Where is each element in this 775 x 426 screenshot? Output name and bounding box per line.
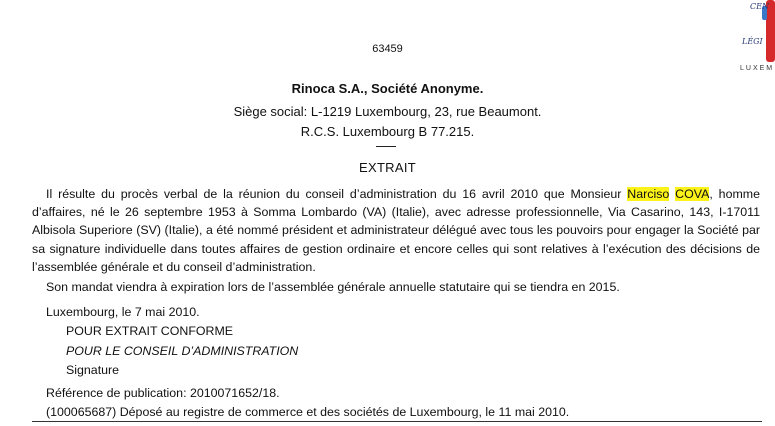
registered-office: Siège social: L-1219 Luxembourg, 23, rue Beaumont. (233, 104, 542, 119)
seal-text-bottom: LUXEM (740, 65, 775, 72)
highlight-first-name: Narciso (627, 187, 670, 201)
deposit-notice: (100065687) Déposé au registre de commerce et des sociétés de Luxembourg, le 11 mai 2010. (46, 405, 570, 419)
highlight-last-name: COVA (675, 187, 710, 201)
paragraph-text-end: , homme d’affaires, né le 26 septembre 1953 à Somma Lombardo (VA) (Italie), avec adresse professionnelle, Via Casarino, 143, I-17011 Albisola Superiore (SV) (Italie), a été nommé président et administrateur délégué avec tous les pouvoirs pour engager la Société par sa signature individuelle dans toutes affaires de gestion ordinaire et encore celles qui sont relatives à l’exécution des décisions de l’assemblée générale et du conseil d’administration. (32, 187, 760, 274)
section-title: EXTRAIT (359, 160, 416, 175)
seal-text-middle: LÉGI (742, 37, 763, 46)
publication-reference: Référence de publication: 2010071652/18. (46, 386, 280, 400)
rcs-number: R.C.S. Luxembourg B 77.215. (300, 124, 475, 139)
pour-le-conseil: POUR LE CONSEIL D’ADMINISTRATION (66, 344, 299, 358)
body-paragraph (32, 185, 760, 276)
seal-text-top: CEN (750, 2, 769, 11)
place-date: Luxembourg, le 7 mai 2010. (46, 305, 200, 319)
mandate-paragraph: Son mandat viendra à expiration lors de l’assemblée générale annuelle statutaire qui se tiendra en 2015. (46, 280, 620, 294)
company-name: Rinoca S.A., Société Anonyme. (291, 81, 484, 96)
pour-extrait-conforme: POUR EXTRAIT CONFORME (66, 324, 234, 338)
bottom-rule (32, 421, 762, 422)
separator-dash (376, 146, 396, 147)
signature-label: Signature (66, 363, 120, 377)
seal-logo (732, 0, 775, 80)
page-number: 63459 (372, 43, 403, 55)
paragraph-text-start: Il résulte du procès verbal de la réunion du conseil d’administration du 16 avril 2010 que Monsieur (46, 187, 628, 201)
